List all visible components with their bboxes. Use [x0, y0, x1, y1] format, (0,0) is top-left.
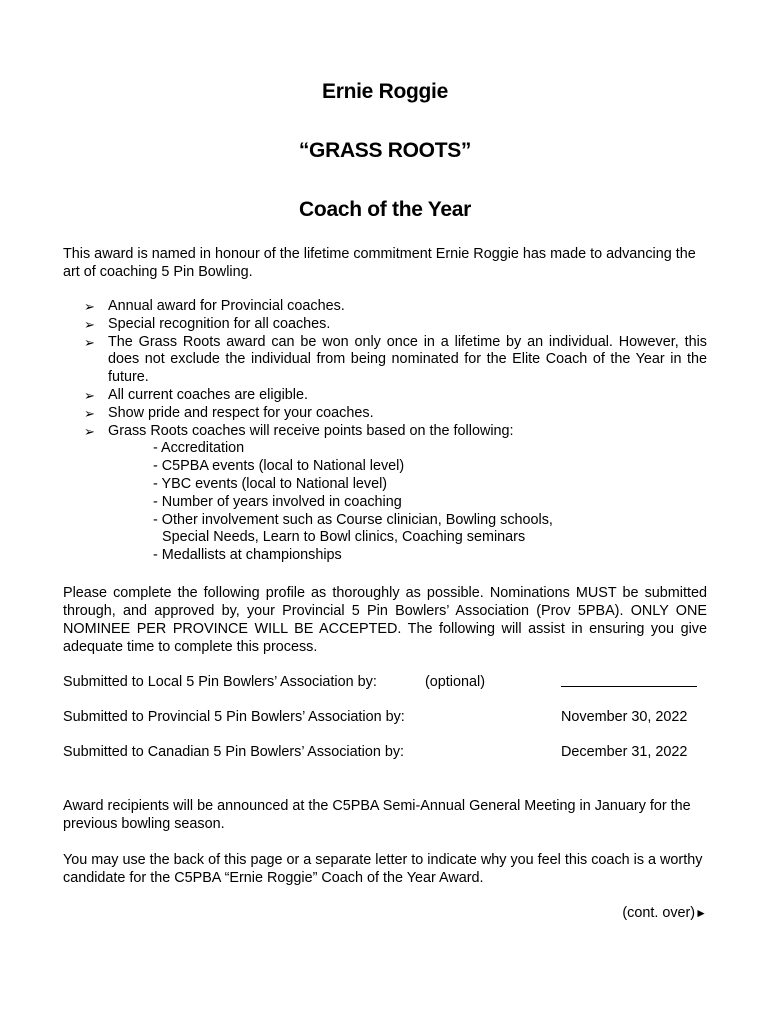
- submission-local-optional-note: (optional): [425, 674, 485, 690]
- bullet-item: [84, 423, 707, 565]
- continued-over-note: [622, 904, 707, 922]
- bullet-item: [84, 298, 707, 316]
- submission-local-blank-line: [561, 686, 697, 687]
- submission-provincial-label: Submitted to Provincial 5 Pin Bowlers’ Association by:: [63, 709, 405, 725]
- right-triangle-icon: ►: [695, 906, 707, 920]
- submission-provincial-date: November 30, 2022: [561, 709, 688, 725]
- criteria-item: - Number of years involved in coaching: [153, 493, 402, 510]
- bullet-item: [84, 316, 707, 334]
- criteria-item: - C5PBA events (local to National level): [153, 458, 405, 475]
- submission-canadian-date: December 31, 2022: [561, 744, 688, 760]
- bullet-text: Grass Roots coaches will receive points based on the following:: [108, 422, 514, 439]
- award-name-title: Ernie Roggie: [322, 80, 448, 103]
- arrow-bullet-icon: ➢: [84, 423, 95, 439]
- criteria-item: - YBC events (local to National level): [153, 475, 388, 492]
- bullet-item: [84, 405, 707, 423]
- bullet-item: [84, 334, 707, 387]
- continued-label: (cont. over): [622, 905, 696, 921]
- arrow-bullet-icon: ➢: [84, 316, 95, 332]
- criteria-item: - Medallists at championships: [153, 547, 342, 564]
- profile-instructions: Please complete the following profile as thoroughly as possible. Nominations MUST be submitted through, and approved by, your Provincial 5 Pin Bowlers’ Association (Prov 5PBA). ONLY ONE NOMINEE PER PROVINCE WILL BE ACCEPTED. The following will assist in ensuring you give adequate time to complete this process.: [63, 585, 707, 655]
- bullet-item: [84, 387, 707, 405]
- award-bullet-list: [84, 298, 707, 565]
- bullet-text: All current coaches are eligible.: [108, 386, 308, 403]
- criteria-item: - Other involvement such as Course clinician, Bowling schools,: [153, 511, 553, 528]
- award-subtitle: “GRASS ROOTS”: [298, 139, 472, 162]
- announcement-paragraph: Award recipients will be announced at the C5PBA Semi-Annual General Meeting in January for the previous bowling season.: [63, 798, 691, 832]
- intro-paragraph: This award is named in honour of the lifetime commitment Ernie Roggie has made to advancing the art of coaching 5 Pin Bowling.: [63, 246, 696, 280]
- back-page-note: You may use the back of this page or a separate letter to indicate why you feel this coach is a worthy candidate for the C5PBA “Ernie Roggie” Coach of the Year Award.: [63, 852, 703, 886]
- bullet-text: The Grass Roots award can be won only once in a lifetime by an individual. However, this does not exclude the individual from being nominated for the Elite Coach of the Year in the future.: [108, 333, 707, 386]
- bullet-text: Show pride and respect for your coaches.: [108, 404, 374, 421]
- criteria-item-continued: Special Needs, Learn to Bowl clinics, Coaching seminars: [162, 529, 526, 546]
- submission-local-label: Submitted to Local 5 Pin Bowlers’ Association by:: [63, 674, 377, 690]
- arrow-bullet-icon: ➢: [84, 299, 95, 314]
- arrow-bullet-icon: ➢: [84, 405, 95, 421]
- criteria-list: [108, 440, 707, 565]
- criteria-item: - Accreditation: [153, 440, 245, 457]
- bullet-text: Annual award for Provincial coaches.: [108, 298, 345, 314]
- submission-canadian-label: Submitted to Canadian 5 Pin Bowlers’ Association by:: [63, 744, 405, 760]
- bullet-text: Special recognition for all coaches.: [108, 315, 331, 332]
- arrow-bullet-icon: ➢: [84, 334, 95, 350]
- award-title: Coach of the Year: [299, 198, 471, 221]
- arrow-bullet-icon: ➢: [84, 387, 95, 403]
